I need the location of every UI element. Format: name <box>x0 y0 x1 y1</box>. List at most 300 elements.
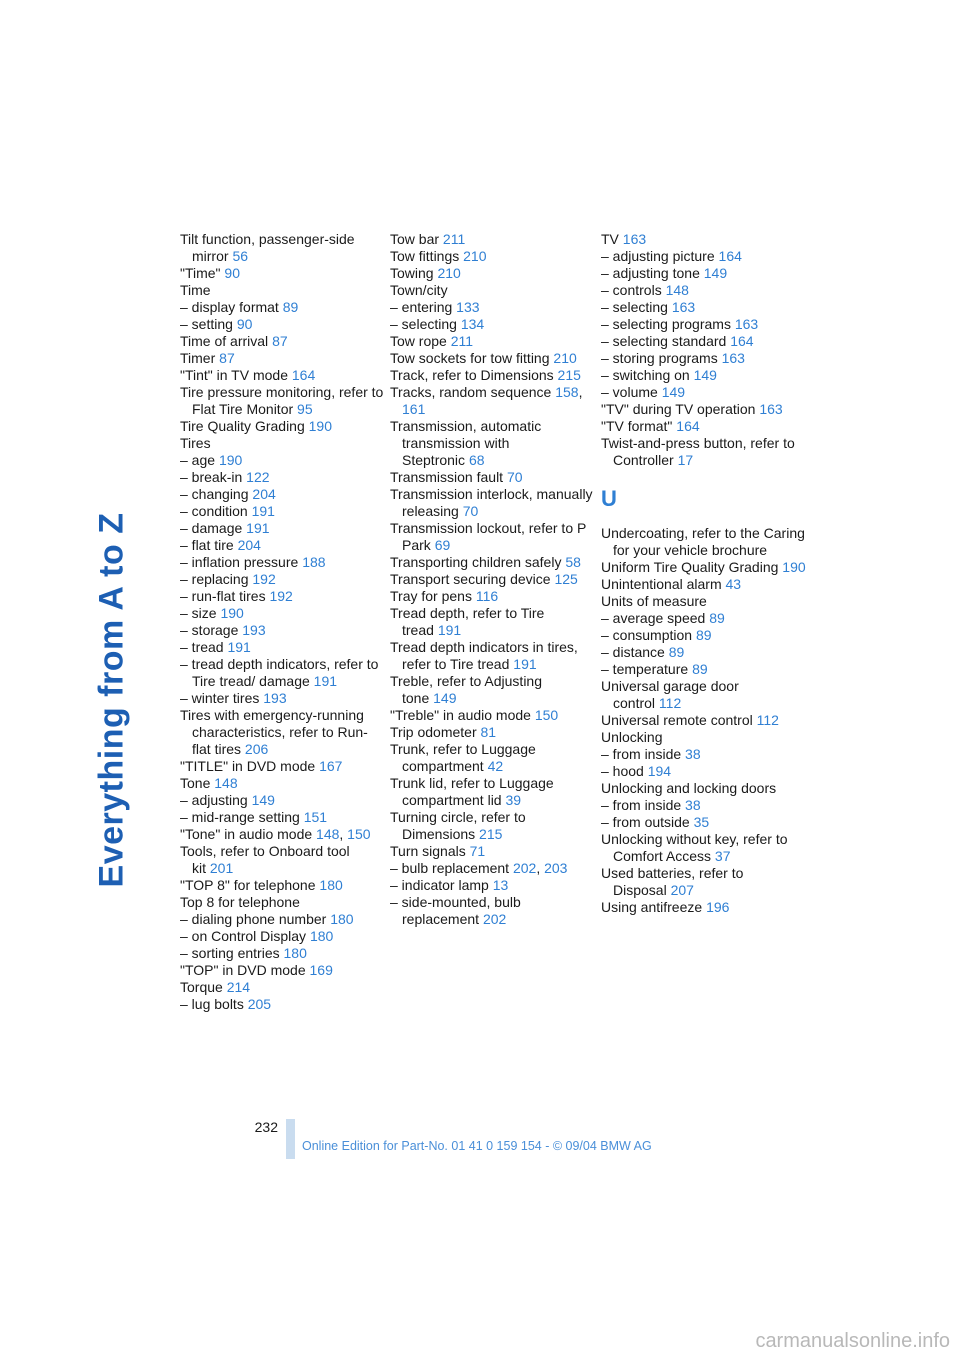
page-reference-link[interactable]: 89 <box>709 610 725 626</box>
index-entry <box>180 928 385 945</box>
index-entry <box>601 316 806 333</box>
index-entry <box>180 758 385 775</box>
page-reference-link[interactable]: 192 <box>269 588 293 604</box>
page-reference-link[interactable]: 148 <box>214 775 238 791</box>
index-entry <box>180 656 385 690</box>
index-entry <box>601 525 806 559</box>
page-reference-link[interactable]: 150 <box>534 707 559 723</box>
page-reference-link[interactable]: 163 <box>671 299 696 315</box>
index-entry-term: Using antifreeze <box>601 899 703 915</box>
page-reference-link[interactable]: 148 <box>665 282 689 298</box>
index-entry <box>180 503 385 520</box>
page-reference-link[interactable]: 193 <box>263 690 287 706</box>
index-entry-term: – flat tire <box>180 537 234 553</box>
page-reference-link[interactable]: 149 <box>251 792 275 808</box>
index-entry-term: "TITLE" in DVD mode <box>180 758 316 774</box>
index-entry <box>180 367 385 384</box>
index-entry-term: Transmission lockout, refer to P Park <box>390 520 587 553</box>
index-entry-term: – dialing phone number <box>180 911 327 927</box>
page-reference-link[interactable]: 193 <box>242 622 266 638</box>
index-entry-term: – mid-range setting <box>180 809 300 825</box>
page-reference-link[interactable]: 210 <box>553 350 577 366</box>
page-reference-link[interactable]: 191 <box>513 656 537 672</box>
page-reference-link[interactable]: 191 <box>251 503 275 519</box>
index-entry <box>390 520 595 554</box>
index-entry-term: – distance <box>601 644 665 660</box>
footer-edition-text: Online Edition for Part-No. 01 41 0 159 154 - © 09/04 BMW AG <box>302 1139 652 1153</box>
page-reference-link[interactable]: 133 <box>456 299 480 315</box>
index-entry <box>390 418 595 469</box>
index-entry <box>601 831 806 865</box>
page-reference-link[interactable]: 112 <box>658 695 682 711</box>
index-entry-term: Unlocking and locking doors <box>601 780 777 796</box>
index-entry <box>180 690 385 707</box>
index-entry-term: Timer <box>180 350 216 366</box>
index-entry <box>390 248 595 265</box>
page-reference-link[interactable]: 202 <box>482 911 507 927</box>
index-entry <box>180 843 385 877</box>
page-reference-link[interactable]: 167 <box>319 758 343 774</box>
index-entry <box>601 384 806 401</box>
page-reference-link[interactable]: 71 <box>469 843 486 859</box>
letter-heading-u: U <box>601 486 617 511</box>
index-entry <box>601 418 806 435</box>
index-entry <box>601 865 806 899</box>
page-reference-link[interactable]: 190 <box>218 452 243 468</box>
index-entry <box>601 899 806 916</box>
page-reference-link[interactable]: 163 <box>759 401 783 417</box>
page-reference-link[interactable]: 43 <box>725 576 742 592</box>
page-reference-link[interactable]: 87 <box>219 350 235 366</box>
page-reference-link[interactable]: 149 <box>433 690 457 706</box>
page-reference-link[interactable]: 201 <box>209 860 234 876</box>
index-entry <box>180 622 385 639</box>
page-reference-link[interactable]: 211 <box>450 333 474 349</box>
index-entry <box>180 588 385 605</box>
page-reference-link[interactable]: 81 <box>480 724 497 740</box>
page-reference-link[interactable]: 196 <box>706 899 730 915</box>
page-reference-link[interactable]: 70 <box>462 503 479 519</box>
index-entry <box>390 367 595 384</box>
index-entry-term: – bulb replacement <box>390 860 510 876</box>
index-entry-term: Trunk, refer to Luggage compartment <box>390 741 536 774</box>
page-reference-link[interactable]: 38 <box>685 746 701 762</box>
page-reference-link[interactable]: 180 <box>319 877 343 893</box>
index-entry-term: – selecting programs <box>601 316 731 332</box>
index-entry <box>390 316 595 333</box>
page-reference-link[interactable]: 158 <box>555 384 579 400</box>
index-entry-term: – tread <box>180 639 224 655</box>
index-entry-term: Tire Quality Grading <box>180 418 305 434</box>
index-entry-term: – entering <box>390 299 453 315</box>
index-entry-term: Tires <box>180 435 211 451</box>
index-entry-term: Tread depth indicators in tires, refer to Tire tread <box>390 639 578 672</box>
index-entry <box>180 554 385 571</box>
index-entry-term: Uniform Tire Quality Grading <box>601 559 779 575</box>
index-entry <box>180 996 385 1013</box>
index-entry <box>390 486 595 520</box>
page-ref-separator: , <box>339 826 348 842</box>
index-entry <box>390 860 595 877</box>
index-entry <box>180 537 385 554</box>
index-entry <box>390 333 595 350</box>
page-reference-link[interactable]: 95 <box>297 401 313 417</box>
index-entry-term: – consumption <box>601 627 693 643</box>
index-group-u <box>601 525 806 916</box>
page-reference-link[interactable]: 161 <box>402 401 426 417</box>
index-entry <box>180 979 385 996</box>
page-reference-link[interactable]: 89 <box>695 627 712 643</box>
page-reference-link[interactable]: 191 <box>437 622 462 638</box>
index-entry <box>390 877 595 894</box>
page-reference-link[interactable]: 214 <box>226 979 251 995</box>
index-entry <box>180 452 385 469</box>
index-entry-term: Trunk lid, refer to Luggage compartment lid <box>390 775 554 808</box>
page-reference-link[interactable]: 112 <box>756 712 779 728</box>
page-reference-link[interactable]: 190 <box>308 418 332 434</box>
index-entry-term: – storing programs <box>601 350 718 366</box>
watermark: carmanualsonline.info <box>755 1330 950 1352</box>
index-entry <box>180 265 385 282</box>
index-entry <box>180 333 385 350</box>
index-column-2 <box>390 231 595 928</box>
page-reference-link[interactable]: 37 <box>714 848 731 864</box>
page-reference-link[interactable]: 190 <box>782 559 806 575</box>
page-reference-link[interactable]: 125 <box>554 571 578 587</box>
page-reference-link[interactable]: 70 <box>506 469 523 485</box>
page-reference-link[interactable]: 68 <box>468 452 485 468</box>
page-reference-link[interactable]: 35 <box>693 814 710 830</box>
page-reference-link[interactable]: 215 <box>557 367 581 383</box>
index-entry-term: Tow rope <box>390 333 447 349</box>
index-entry-term: – adjusting tone <box>601 265 700 281</box>
index-entry <box>390 231 595 248</box>
index-entry-term: "TOP 8" for telephone <box>180 877 316 893</box>
page-reference-link[interactable]: 203 <box>544 860 568 876</box>
index-entry-term: Transmission fault <box>390 469 504 485</box>
page-reference-link[interactable]: 206 <box>244 741 269 757</box>
index-entry-term: Tilt function, passenger-side mirror <box>180 231 355 264</box>
index-entry-term: Torque <box>180 979 223 995</box>
index-entry-term: Tools, refer to Onboard tool kit <box>180 843 350 876</box>
index-entry-term: "Treble" in audio mode <box>390 707 531 723</box>
index-entry <box>180 826 385 843</box>
page-reference-link[interactable]: 204 <box>252 486 276 502</box>
index-entry-term: Tow bar <box>390 231 440 247</box>
index-entry-term: – indicator lamp <box>390 877 489 893</box>
page-reference-link[interactable]: 163 <box>734 316 759 332</box>
page-reference-link[interactable]: 205 <box>247 996 272 1012</box>
page-reference-link[interactable]: 13 <box>492 877 509 893</box>
index-entry <box>180 231 385 265</box>
index-entry <box>390 571 595 588</box>
page-reference-link[interactable]: 150 <box>347 826 371 842</box>
index-entry <box>601 576 806 593</box>
page-reference-link[interactable]: 42 <box>487 758 504 774</box>
index-entry <box>390 265 595 282</box>
index-entry <box>390 707 595 724</box>
index-entry <box>601 559 806 576</box>
index-entry-term: – from outside <box>601 814 690 830</box>
page-reference-link[interactable]: 215 <box>479 826 503 842</box>
index-entry-term: "Tone" in audio mode <box>180 826 313 842</box>
page-reference-link[interactable]: 134 <box>460 316 485 332</box>
index-entry-term: Tracks, random sequence <box>390 384 552 400</box>
page-reference-link[interactable]: 164 <box>718 248 742 264</box>
index-entry-term: – temperature <box>601 661 689 677</box>
page-reference-link[interactable]: 164 <box>676 418 700 434</box>
index-entry <box>180 945 385 962</box>
index-entry <box>180 605 385 622</box>
index-entry-term: Towing <box>390 265 434 281</box>
index-entry-term: – side-mounted, bulb replacement <box>390 894 521 927</box>
page-reference-link[interactable]: 164 <box>291 367 316 383</box>
page-reference-link[interactable]: 180 <box>283 945 307 961</box>
index-entry-term: TV <box>601 231 619 247</box>
index-entry-term: Treble, refer to Adjusting tone <box>390 673 543 706</box>
page-ref-separator: , <box>536 860 545 876</box>
page-reference-link[interactable]: 207 <box>670 882 694 898</box>
index-entry-term: Tow fittings <box>390 248 460 264</box>
index-entry <box>601 231 806 248</box>
index-entry <box>180 962 385 979</box>
index-entry <box>180 299 385 316</box>
index-entry-term: Twist-and-press button, refer to Controller <box>601 435 795 468</box>
page-reference-link[interactable]: 39 <box>505 792 522 808</box>
index-entry <box>601 644 806 661</box>
index-entry-term: – from inside <box>601 746 682 762</box>
index-entry-term: – selecting <box>390 316 457 332</box>
index-entry-term: – winter tires <box>180 690 260 706</box>
page-reference-link[interactable]: 210 <box>463 248 487 264</box>
page-reference-link[interactable]: 17 <box>677 452 694 468</box>
index-entry-term: Transmission, automatic transmission with Steptronic <box>390 418 542 468</box>
page-reference-link[interactable]: 163 <box>721 350 745 366</box>
page-reference-link[interactable]: 191 <box>227 639 251 655</box>
index-entry-term: – break-in <box>180 469 243 485</box>
index-entry <box>601 299 806 316</box>
index-entry-term: Transmission interlock, manually releasing <box>390 486 593 519</box>
index-entry-term: – adjusting <box>180 792 248 808</box>
page-reference-link[interactable]: 169 <box>309 962 333 978</box>
index-entry-term: Transport securing device <box>390 571 551 587</box>
index-entry <box>601 814 806 831</box>
index-entry <box>601 729 806 746</box>
index-entry <box>601 350 806 367</box>
index-entry-term: Tread depth, refer to Tire tread <box>390 605 545 638</box>
index-entry <box>180 639 385 656</box>
index-entry <box>180 571 385 588</box>
index-entry-term: Tone <box>180 775 211 791</box>
index-entry <box>601 265 806 282</box>
index-entry-term: – on Control Display <box>180 928 307 944</box>
index-entry-term: Trip odometer <box>390 724 477 740</box>
page-reference-link[interactable]: 191 <box>313 673 338 689</box>
index-entry <box>601 593 806 610</box>
index-entry-term: – selecting standard <box>601 333 727 349</box>
index-entry <box>390 588 595 605</box>
index-entry <box>390 469 595 486</box>
index-entry <box>180 809 385 826</box>
index-entry-term: – display format <box>180 299 279 315</box>
index-entry-term: – controls <box>601 282 662 298</box>
index-entry-term: "Time" <box>180 265 221 281</box>
index-entry-term: Units of measure <box>601 593 707 609</box>
index-entry <box>180 911 385 928</box>
index-entry <box>601 248 806 265</box>
index-entry-term: Transporting children safely <box>390 554 562 570</box>
index-entry <box>390 299 595 316</box>
page-reference-link[interactable]: 38 <box>685 797 701 813</box>
page-reference-link[interactable]: 56 <box>232 248 249 264</box>
page-reference-link[interactable]: 69 <box>434 537 451 553</box>
index-entry-term: – storage <box>180 622 239 638</box>
page-reference-link[interactable]: 148 <box>316 826 340 842</box>
index-entry-term: "TOP" in DVD mode <box>180 962 306 978</box>
index-entry-term: Unlocking without key, refer to Comfort Access <box>601 831 788 864</box>
index-entry-term: Tray for pens <box>390 588 472 604</box>
index-entry-term: Turning circle, refer to Dimensions <box>390 809 526 842</box>
index-entry <box>180 707 385 758</box>
index-entry-term: Town/city <box>390 282 448 298</box>
index-entry <box>601 746 806 763</box>
index-entry <box>180 520 385 537</box>
index-entry-term: – from inside <box>601 797 682 813</box>
index-entry-term: Unintentional alarm <box>601 576 722 592</box>
index-entry-term: – hood <box>601 763 644 779</box>
index-entry-term: – setting <box>180 316 233 332</box>
index-entry-term: – tread depth indicators, refer to Tire tread/ damage <box>180 656 379 689</box>
page-reference-link[interactable]: 149 <box>693 367 717 383</box>
index-entry-term: Universal garage door control <box>601 678 739 711</box>
index-column-1 <box>180 231 385 1013</box>
index-entry <box>601 712 806 729</box>
index-entry <box>601 661 806 678</box>
index-entry-term: – size <box>180 605 217 621</box>
index-entry-term: "Tint" in TV mode <box>180 367 288 383</box>
index-entry <box>601 435 806 469</box>
index-entry <box>180 486 385 503</box>
index-entry <box>390 605 595 639</box>
page-reference-link[interactable]: 90 <box>224 265 240 281</box>
index-entry-term: – switching on <box>601 367 690 383</box>
page-reference-link[interactable]: 149 <box>661 384 686 400</box>
page-reference-link[interactable]: 89 <box>692 661 708 677</box>
index-entry-term: – sorting entries <box>180 945 280 961</box>
index-entry-term: Undercoating, refer to the Caring for your vehicle brochure <box>601 525 805 558</box>
index-entry-term: – volume <box>601 384 658 400</box>
index-entry-term: Time of arrival <box>180 333 269 349</box>
index-entry-term: – damage <box>180 520 243 536</box>
section-side-title: Everything from A to Z <box>92 512 131 888</box>
index-entry <box>390 775 595 809</box>
index-entry <box>390 894 595 928</box>
index-entry <box>390 554 595 571</box>
index-entry <box>390 384 595 418</box>
index-entry <box>180 418 385 435</box>
index-entry-term: "TV format" <box>601 418 673 434</box>
page-reference-link[interactable]: 202 <box>512 860 537 876</box>
index-entry <box>390 350 595 367</box>
index-entry <box>601 333 806 350</box>
index-entry-term: – selecting <box>601 299 668 315</box>
index-entry-term: Tow sockets for tow fitting <box>390 350 550 366</box>
index-entry-term: – inflation pressure <box>180 554 299 570</box>
page-reference-link[interactable]: 210 <box>437 265 461 281</box>
index-entry-term: Tire pressure monitoring, refer to Flat Tire Monitor <box>180 384 384 417</box>
page-reference-link[interactable]: 149 <box>703 265 728 281</box>
index-entry-term: – age <box>180 452 216 468</box>
page-reference-link[interactable]: 151 <box>303 809 328 825</box>
page-reference-link[interactable]: 204 <box>237 537 261 553</box>
index-entry <box>180 877 385 894</box>
page-reference-link[interactable]: 116 <box>475 588 499 604</box>
page-reference-link[interactable]: 211 <box>442 231 466 247</box>
page-reference-link[interactable]: 89 <box>282 299 299 315</box>
index-entry <box>601 627 806 644</box>
index-entry-term: – replacing <box>180 571 249 587</box>
index-entry-term: Track, refer to Dimensions <box>390 367 554 383</box>
index-entry <box>390 843 595 860</box>
page-reference-link[interactable]: 180 <box>309 928 334 944</box>
index-entry-term: Unlocking <box>601 729 663 745</box>
index-entry-term: – run-flat tires <box>180 588 266 604</box>
index-entry <box>180 435 385 452</box>
index-entry-term: Used batteries, refer to Disposal <box>601 865 744 898</box>
index-entry <box>601 780 806 797</box>
index-entry <box>601 401 806 418</box>
page-reference-link[interactable]: 58 <box>565 554 581 570</box>
footer-bar <box>286 1119 295 1159</box>
index-entry <box>390 639 595 673</box>
page-reference-link[interactable]: 90 <box>236 316 253 332</box>
page-reference-link[interactable]: 192 <box>252 571 276 587</box>
index-entry <box>180 775 385 792</box>
page-reference-link[interactable]: 164 <box>730 333 754 349</box>
index-entry-term: Turn signals <box>390 843 466 859</box>
page-reference-link[interactable]: 190 <box>220 605 244 621</box>
index-entry-term: Top 8 for telephone <box>180 894 300 910</box>
page-ref-separator: , <box>578 384 583 400</box>
page-reference-link[interactable]: 191 <box>246 520 270 536</box>
index-entry <box>180 384 385 418</box>
index-entry-term: Tires with emergency-running characteristics, refer to Run-flat tires <box>180 707 368 757</box>
index-column-3 <box>601 231 806 916</box>
page-reference-link[interactable]: 87 <box>272 333 288 349</box>
index-entry-term: "TV" during TV operation <box>601 401 756 417</box>
index-entry <box>390 673 595 707</box>
index-entry-term: – adjusting picture <box>601 248 715 264</box>
index-entry <box>601 610 806 627</box>
index-entry <box>390 724 595 741</box>
index-entry-term: Time <box>180 282 211 298</box>
index-entry <box>180 316 385 333</box>
page-reference-link[interactable]: 89 <box>668 644 685 660</box>
index-entry <box>601 282 806 299</box>
page-reference-link[interactable]: 180 <box>330 911 354 927</box>
index-entry <box>601 678 806 712</box>
page-reference-link[interactable]: 188 <box>302 554 326 570</box>
index-group-t-continued <box>601 231 806 469</box>
index-entry-term: – changing <box>180 486 249 502</box>
index-entry <box>180 894 385 911</box>
index-entry <box>601 763 806 780</box>
page-reference-link[interactable]: 163 <box>622 231 647 247</box>
page-reference-link[interactable]: 122 <box>246 469 270 485</box>
page-reference-link[interactable]: 194 <box>647 763 672 779</box>
index-entry <box>390 741 595 775</box>
index-entry <box>180 282 385 299</box>
